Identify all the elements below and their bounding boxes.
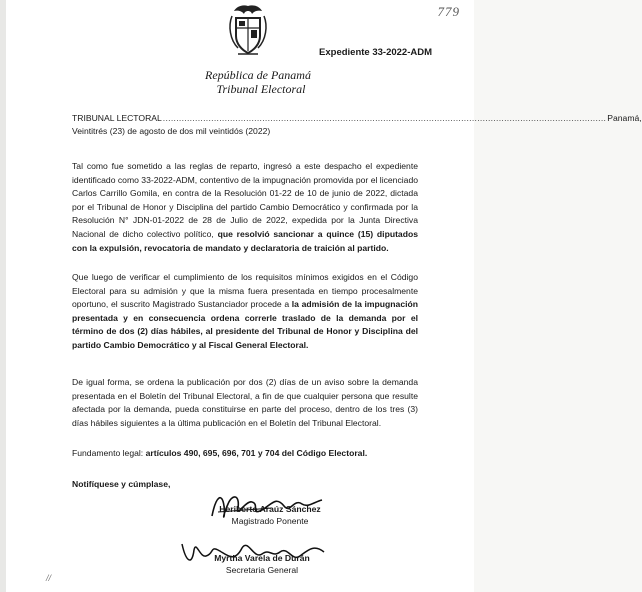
coat-of-arms-seal (224, 2, 272, 62)
paragraph-1 (72, 160, 418, 255)
legal-basis-label: Fundamento legal: (72, 448, 146, 458)
leader-dots: ..................................................................................................................................................................... (162, 113, 607, 123)
signer-1-name: Heriberto Araúz Sánchez (219, 504, 321, 514)
tribunal-heading: Tribunal Electoral (216, 82, 306, 96)
closing-text: Notifíquese y cúmplase, (72, 479, 171, 489)
paragraph-1-bold: que resolvió sancionar a quince (15) diputados con la expulsión, revocatoria de mandato y declaratoria de traición al partido. (72, 228, 418, 253)
signature-2 (202, 552, 322, 576)
footer-mark: // (46, 573, 52, 583)
legal-basis (72, 447, 418, 461)
signer-2-name: Myrtha Varela de Durán (214, 553, 310, 563)
legal-basis-articles: artículos 490, 695, 696, 701 y 704 del Código Electoral. (145, 448, 368, 458)
date-line: Veintitrés (23) de agosto de dos mil veintidós (2022) (72, 126, 271, 136)
address-block (72, 112, 642, 138)
addressee: TRIBUNAL LECTORAL (72, 113, 162, 123)
paragraph-2 (72, 271, 418, 353)
folio-number: 779 (437, 4, 460, 19)
paragraph-2-bold: la admisión de la impugnación presentada y en consecuencia ordena correrle traslado de la demanda por el término de dos (2) días hábiles, al presidente del Tribunal de Honor y Disciplina del partido Cambio Democrático y al Fiscal General Electoral. (72, 299, 418, 350)
signature-1 (210, 503, 330, 527)
republic-heading: República de Panamá (205, 68, 311, 82)
signer-1-role: Magistrado Ponente (231, 516, 309, 526)
place: Panamá, (607, 113, 642, 123)
expediente-number: Expediente 33-2022-ADM (319, 47, 432, 58)
paragraph-2-text: Que luego de verificar el cumplimiento de los requisitos mínimos exigidos en el Código Electoral para su admisión y que la misma fuera presentada en tiempo procesalmente oportuno, el suscrito Magistrado Sustanciador procede a (72, 272, 418, 310)
paragraph-1-text: Tal como fue sometido a las reglas de reparto, ingresó a este despacho el expediente identificado como 33-2022-ADM, contentivo de la impugnación promovida por el licenciado Carlos Carrillo Gomila, en contra de la Resolución 01-22 de 10 de junio de 2022, dictada por el Tribunal de Honor y Disciplina del partido Cambio Democrático y confirmada por la Resolución N° JDN-01-2022 de 28 de Julio de 2022, expedida por la Junta Directiva Nacional de dicho colectivo político, (72, 161, 418, 239)
signer-2-role: Secretaria General (225, 565, 299, 575)
paragraph-3 (72, 376, 418, 430)
paragraph-3-text: De igual forma, se ordena la publicación por dos (2) días de un aviso sobre la demanda presentada en el Boletín del Tribunal Electoral, a fin de que cualquier persona que resulte afectada por la demanda, pueda constituirse en parte del proceso, dentro de los tres (3) días hábiles siguientes a la última publicación en el Boletín del Tribunal Electoral. (72, 377, 418, 428)
letterhead (198, 68, 318, 96)
